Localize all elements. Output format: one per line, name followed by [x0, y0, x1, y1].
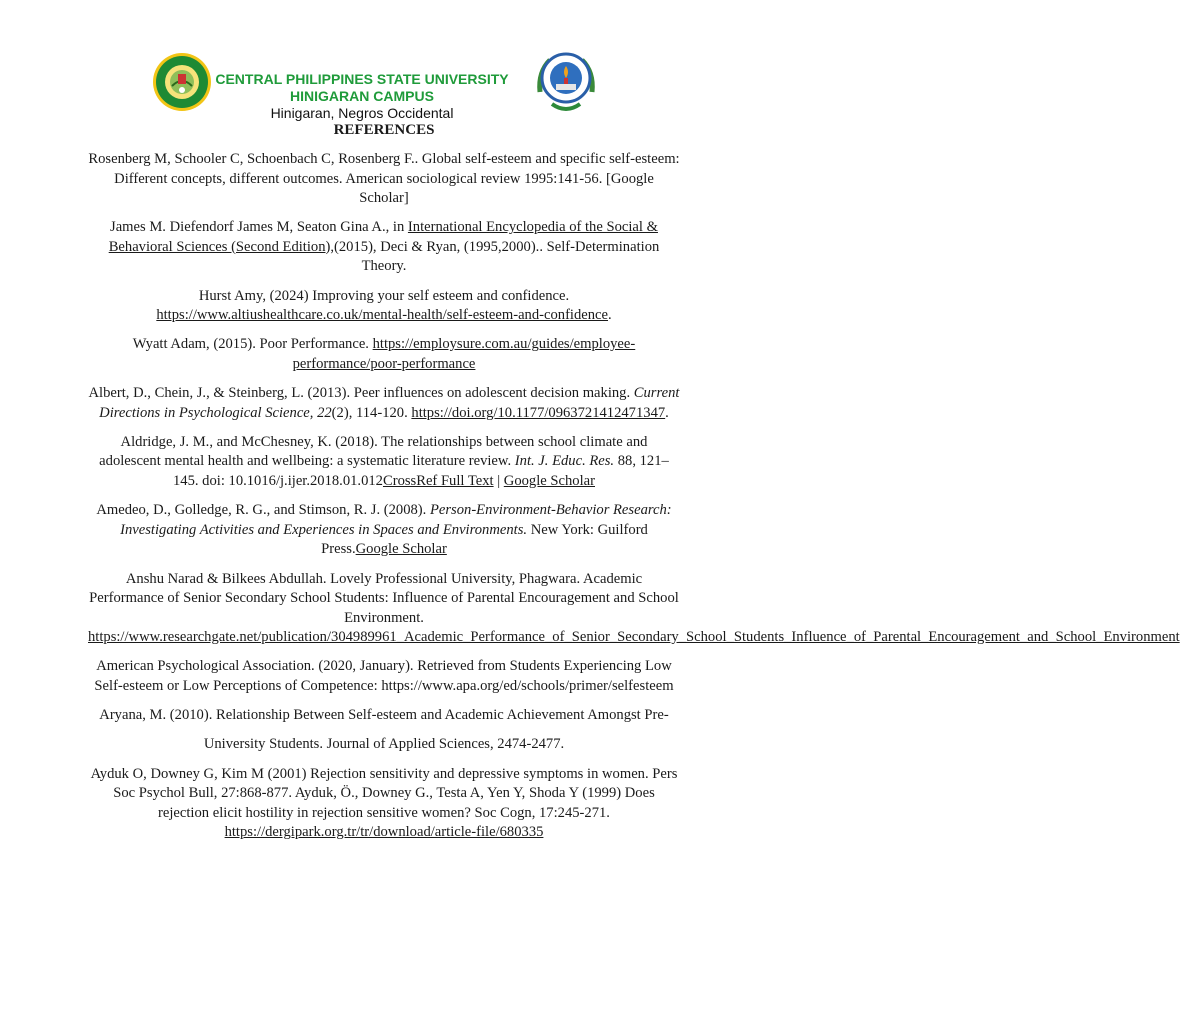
reference-link[interactable]: https://www.altiushealthcare.co.uk/mental-health/self-esteem-and-confidence: [156, 307, 609, 324]
reference-entry: American Psychological Association. (2020, January). Retrieved from Students Experiencing Low Self-esteem or Low Perceptions of Competence: https://www.apa.org/ed/schools/primer/selfesteem: [94, 658, 674, 694]
reference-entry: University Students. Journal of Applied Sciences, 2474-2477.: [203, 736, 565, 753]
reference-link[interactable]: https://www.researchgate.net/publication/304989961_Academic_Performance_of_Senior_Secondary_School_Students_Influence_of_Parental_Encouragement_and_School_Environment: [88, 629, 1180, 646]
reference-link[interactable]: https://dergipark.org.tr/tr/download/article-file/680335: [224, 824, 544, 841]
document-header: [0, 48, 768, 128]
reference-italic-title: Int. J. Educ. Res.: [514, 453, 615, 470]
reference-entry: Hurst Amy, (2024) Improving your self esteem and confidence. https://www.altiushealthcare.co.uk/mental-health/self-esteem-and-confidence.: [156, 287, 612, 324]
university-seal-logo: [152, 52, 212, 112]
reference-entry: James M. Diefendorf James M, Seaton Gina A., in International Encyclopedia of the Social & Behavioral Sciences (Second Edition),(2015), Deci & Ryan, (1995,2000).. Self-Determination Theory.: [108, 219, 660, 275]
reference-italic-title: Current Directions in Psychological Science, 22: [99, 385, 680, 421]
reference-link[interactable]: International Encyclopedia of the Social & Behavioral Sciences (Second Edition),: [108, 219, 658, 255]
reference-italic-title: Person-Environment-Behavior Research: Investigating Activities and Experiences in Spaces and Environments.: [120, 502, 672, 538]
campus-location: Hinigaran, Negros Occidental: [270, 105, 454, 121]
reference-link[interactable]: https://doi.org/10.1177/0963721412471347: [411, 404, 666, 421]
reference-link[interactable]: Google Scholar: [355, 541, 447, 558]
university-name: CENTRAL PHILIPPINES STATE UNIVERSITY: [215, 71, 509, 87]
reference-entry: Rosenberg M, Schooler C, Schoenbach C, Rosenberg F.. Global self-esteem and specific self-esteem: Different concepts, different outcomes. American sociological review 1995:141-56. [Google Scholar]: [88, 151, 680, 206]
reference-entry: Albert, D., Chein, J., & Steinberg, L. (2013). Peer influences on adolescent decision making. Current Directions in Psychological Science, 22(2), 114-120. https://doi.org/10.1177/0963721412471347.: [88, 385, 680, 421]
reference-entry: Aldridge, J. M., and McChesney, K. (2018). The relationships between school climate and adolescent mental health and wellbeing: a systematic literature review. Int. J. Educ. Res. 88, 121–145. doi: 10.1016/j.ijer.2018.01.012CrossRef Full Text | Google Scholar: [99, 433, 669, 489]
reference-link[interactable]: https://employsure.com.au/guides/employee-performance/poor-performance: [292, 336, 636, 372]
campus-name: HINIGARAN CAMPUS: [290, 88, 434, 104]
reference-link[interactable]: CrossRef Full Text: [382, 472, 494, 489]
reference-entry: Anshu Narad & Bilkees Abdullah. Lovely Professional University, Phagwara. Academic Performance of Senior Secondary School Students: Influence of Parental Encouragement and School Environment. https://www.researchgate.net/publication/304989961_Academic_Performance_of_Senior_Secondary_School_Students_Influence_of_Parental_Encouragement_and_School_Environment: [88, 570, 1180, 646]
reference-entry: Amedeo, D., Golledge, R. G., and Stimson, R. J. (2008). Person-Environment-Behavior Research: Investigating Activities and Experiences in Spaces and Environments. New York: Guilford Press.Google Scholar: [96, 502, 672, 558]
reference-entry: Ayduk O, Downey G, Kim M (2001) Rejection sensitivity and depressive symptoms in women. Pers Soc Psychol Bull, 27:868-877. Ayduk, Ö., Downey G., Testa A, Yen Y, Shoda Y (1999) Does rejection elicit hostility in rejection sensitive women? Soc Cogn, 17:245-271. https://dergipark.org.tr/tr/download/article-file/680335: [90, 765, 678, 841]
reference-entry: Aryana, M. (2010). Relationship Between Self-esteem and Academic Achievement Amongst Pre-: [99, 707, 669, 724]
university-name-block: [212, 71, 512, 122]
college-seal-logo: [532, 48, 600, 116]
reference-link[interactable]: Google Scholar: [503, 472, 595, 489]
reference-list: [88, 150, 1180, 853]
page-title: REFERENCES: [333, 122, 435, 138]
reference-entry: Wyatt Adam, (2015). Poor Performance. https://employsure.com.au/guides/employee-performance/poor-performance: [132, 336, 636, 372]
